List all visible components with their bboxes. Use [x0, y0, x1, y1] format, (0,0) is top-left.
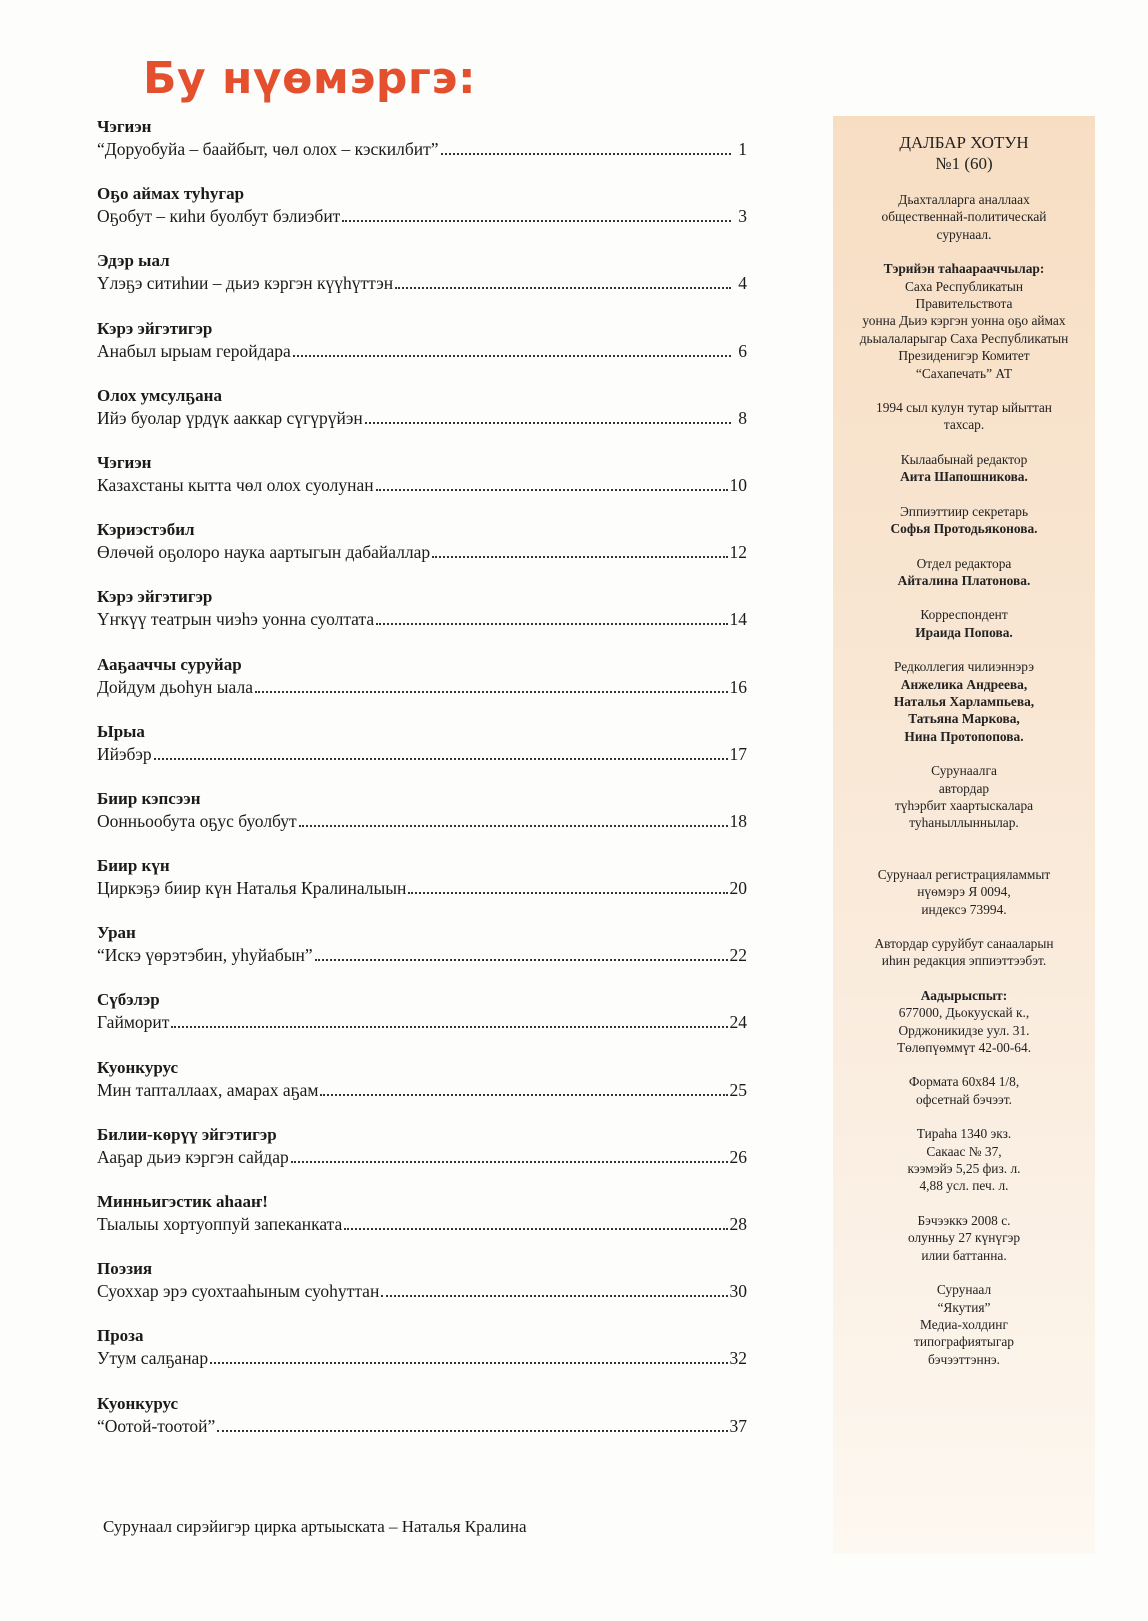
text-line: Саха Республикатын: [904, 278, 1024, 294]
founders-heading: Тэрийэн таһаарааччылар:: [883, 261, 1045, 277]
toc-section-heading: Билии-көрүү эйгэтигэр: [97, 1124, 277, 1144]
dot-leader: [376, 477, 728, 491]
text-line: туһаныллыннылар.: [909, 815, 1019, 831]
dot-leader: [255, 679, 728, 693]
toc-page-number: 16: [729, 676, 747, 697]
toc-section-heading: Кэрэ эйгэтигэр: [97, 587, 213, 607]
text-line: общественнай-политическай: [881, 209, 1047, 225]
text-line: илии баттанна.: [921, 1247, 1007, 1263]
text-line: индексэ 73994.: [921, 901, 1007, 917]
toc-item: [97, 540, 747, 564]
text-line: Татьяна Маркова,: [908, 711, 1020, 727]
correspondent-label: Корреспондент: [920, 607, 1008, 623]
text-line: Тираһа 1340 экз.: [916, 1126, 1012, 1142]
toc-page-number: 25: [729, 1079, 747, 1100]
disclaimer: [833, 935, 1095, 970]
dot-leader: [315, 947, 728, 961]
text-line: Сакаас № 37,: [926, 1143, 1002, 1159]
toc-section-heading: Минньигэстик аһааҥ!: [97, 1192, 268, 1211]
toc-page-number: 6: [738, 340, 747, 361]
toc-item: [97, 1414, 747, 1438]
toc-item: [97, 339, 747, 363]
dot-leader: [299, 813, 728, 827]
text-line: Орджоникидзе уул. 31.: [898, 1022, 1030, 1038]
text-line: Президенигэр Комитет: [898, 348, 1030, 364]
toc-item: [97, 1346, 747, 1370]
text-line: 4,88 усл. печ. л.: [919, 1178, 1009, 1194]
toc-entry: [97, 1124, 747, 1191]
board-label: Редколлегия чилиэннэрэ: [893, 659, 1035, 675]
dot-leader: [395, 275, 731, 289]
text-line: Дьахталларга аналлаах: [898, 192, 1030, 207]
toc-section-heading: Биир кэпсээн: [97, 788, 201, 808]
toc-section-heading: Оҕо аймах туһугар: [97, 184, 245, 204]
text-line: уонна Дьиэ кэргэн уонна оҕо аймах: [862, 313, 1066, 329]
toc-page-number: 1: [738, 139, 747, 159]
toc-item: [97, 675, 747, 699]
toc-item-title: Циркэҕэ биир күн Наталья Кралиналыын: [97, 878, 407, 899]
toc-entry: [97, 385, 747, 452]
address-heading: Аадырыспыт:: [920, 987, 1008, 1003]
toc-entry: [97, 1191, 747, 1258]
toc-section-heading: Эдэр ыал: [97, 251, 170, 271]
toc-item-title: Үлэҕэ ситиһии – дьиэ кэргэн күүһүттэн: [97, 273, 394, 294]
toc-item-title: Оҕобут – киһи буолбут бэлиэбит: [97, 206, 341, 227]
toc-item-title: “Оотой-тоотой”: [97, 1415, 216, 1436]
toc-entry: [97, 1325, 747, 1392]
toc-entry: [97, 452, 747, 519]
toc-page-number: 14: [729, 609, 747, 630]
text-line: түһэрбит хаартыскалара: [894, 797, 1034, 813]
toc-item-title: Мин тапталлаах, амарах аҕам: [97, 1079, 319, 1100]
toc-entry: [97, 721, 747, 788]
toc-section-heading: Чэгиэн: [97, 117, 152, 136]
toc-item-title: “Искэ үөрэтэбин, уһуйабын”: [97, 945, 313, 966]
table-of-contents: [97, 116, 747, 1460]
toc-section-heading: Уран: [97, 923, 136, 943]
toc-entry: [97, 1258, 747, 1325]
magazine-description: [833, 191, 1095, 243]
toc-page-number: 30: [729, 1281, 747, 1302]
toc-item-title: Ийэбэр: [97, 743, 152, 764]
toc-section-heading: Куонкурус: [97, 1057, 179, 1077]
text-line: Медиа-холдинг: [920, 1316, 1008, 1332]
text-line: Анжелика Андреева,: [900, 676, 1028, 692]
founders-list: [833, 278, 1095, 382]
toc-entry: [97, 1393, 747, 1460]
dot-leader: [154, 746, 728, 760]
toc-item-title: Гайморит: [97, 1012, 170, 1033]
dot-leader: [376, 611, 727, 625]
toc-page-number: 20: [729, 878, 747, 899]
toc-item: [97, 1145, 747, 1169]
dot-leader: [344, 1216, 727, 1230]
page-title: Бу нүөмэргэ:: [143, 53, 477, 105]
print-run-info: [833, 1125, 1095, 1195]
toc-item-title: Үҥкүү театрын чиэһэ уонна суолтата: [97, 609, 375, 630]
imprint-sidebar: [833, 116, 1095, 1554]
dot-leader: [217, 1418, 727, 1432]
text-line: тахсар.: [943, 417, 985, 433]
dot-leader: [342, 208, 731, 222]
toc-item: [97, 607, 747, 631]
publishing-since: [833, 399, 1095, 434]
toc-entry: [97, 855, 747, 922]
toc-entry: [97, 519, 747, 586]
text-line: Наталья Харлампьева,: [893, 693, 1035, 709]
toc-section-heading: Биир күн: [97, 856, 170, 876]
board-members: [833, 676, 1095, 746]
toc-item-title: Өлөчөй оҕолоро наука аартыгын дабайаллар: [97, 542, 431, 563]
toc-item: [97, 473, 747, 497]
toc-item-title: Казахстаны кытта чөл олох суолунан: [97, 474, 374, 495]
toc-item-title: Ааҕар дьиэ кэргэн сайдар: [97, 1146, 289, 1167]
toc-item-title: Ийэ буолар үрдүк ааккар сүгүрүйэн: [97, 407, 363, 428]
toc-page-number: 18: [729, 810, 747, 831]
text-line: дьыалаларыгар Саха Республикатын: [859, 330, 1069, 346]
registration-info: [833, 866, 1095, 918]
toc-entry: [97, 183, 747, 250]
toc-item-title: “Доруобуйа – баайбыт, чөл олох – кэскилбит”: [97, 139, 439, 159]
text-line: Автордар суруйбут санааларын: [874, 936, 1054, 951]
toc-item: [97, 1279, 747, 1303]
text-line: олунньу 27 күнүгэр: [907, 1230, 1021, 1246]
toc-item-title: Дойдум дьоһун ыала: [97, 676, 253, 697]
text-line: сурунаал.: [936, 226, 992, 242]
toc-page-number: 8: [738, 407, 747, 428]
toc-section-heading: Ырыа: [97, 721, 145, 741]
toc-item-title: Оонньообута оҕус буолбут: [97, 810, 297, 831]
dept-editor-name: Айталина Платонова.: [897, 572, 1031, 588]
printer-info: [833, 1281, 1095, 1368]
dot-leader: [432, 544, 727, 558]
toc-entry: [97, 1057, 747, 1124]
toc-item: [97, 137, 747, 161]
toc-item: [97, 809, 747, 833]
toc-page-number: 17: [729, 743, 747, 764]
text-line: нүөмэрэ Я 0094,: [917, 884, 1011, 900]
toc-page-number: 32: [729, 1348, 747, 1369]
toc-item: [97, 204, 747, 228]
issue-number: №1 (60): [935, 154, 993, 173]
toc-section-heading: Кэрэ эйгэтигэр: [97, 318, 213, 338]
toc-item: [97, 406, 747, 430]
text-line: автордар: [938, 780, 990, 796]
photo-credits: [833, 762, 1095, 832]
toc-section-heading: Чэгиэн: [97, 452, 152, 472]
text-line: кээмэйэ 5,25 физ. л.: [907, 1161, 1021, 1177]
toc-section-heading: Сүбэлэр: [97, 990, 160, 1010]
toc-page-number: 37: [729, 1415, 747, 1436]
dot-leader: [408, 880, 727, 894]
toc-section-heading: Куонкурус: [97, 1393, 179, 1413]
toc-page-number: 28: [729, 1214, 747, 1234]
text-line: иһин редакция эппиэттээбэт.: [881, 953, 1047, 969]
toc-page-number: 22: [729, 945, 747, 966]
toc-item-title: Тыалыы хортуоппуй запеканката: [97, 1214, 343, 1234]
text-line: бэчээттэннэ.: [927, 1351, 1000, 1367]
toc-entry: [97, 318, 747, 385]
toc-entry: [97, 788, 747, 855]
magazine-name: ДАЛБАР ХОТУН: [899, 133, 1029, 152]
toc-page-number: 24: [729, 1012, 747, 1033]
toc-entry: [97, 989, 747, 1056]
toc-entry: [97, 654, 747, 721]
toc-item: [97, 876, 747, 900]
toc-entry: [97, 250, 747, 317]
chief-editor-label: Кылаабынай редактор: [900, 451, 1028, 467]
toc-page-number: 26: [729, 1146, 747, 1167]
text-line: офсетнай бэчээт.: [916, 1091, 1012, 1107]
toc-page-number: 3: [738, 206, 747, 227]
toc-item: [97, 1078, 747, 1102]
toc-section-heading: Ааҕааччы суруйар: [97, 654, 242, 674]
dot-leader: [210, 1350, 727, 1364]
dot-leader: [293, 343, 731, 357]
cover-caption: Сурунаал сирэйигэр цирка артыыската – Наталья Кралина: [103, 1517, 527, 1536]
toc-page-number: 12: [729, 542, 747, 563]
toc-item-title: Анабыл ырыам геройдара: [97, 340, 291, 361]
toc-entry: [97, 116, 747, 183]
toc-entry: [97, 586, 747, 653]
toc-item: [97, 943, 747, 967]
chief-editor-name: Аита Шапошникова.: [900, 469, 1028, 485]
secretary-label: Эппиэттиир секретарь: [899, 503, 1029, 519]
dot-leader: [171, 1014, 727, 1028]
text-line: Правительствота: [915, 296, 1013, 312]
secretary-name: Софья Протодьяконова.: [890, 521, 1038, 537]
dot-leader: [320, 1082, 727, 1096]
address-lines: [833, 1004, 1095, 1056]
text-line: Сурунаал регистрацияламмыт: [877, 866, 1051, 882]
dot-leader: [381, 1283, 727, 1297]
text-line: типографиятыгар: [914, 1334, 1014, 1350]
text-line: Нина Протопопова.: [904, 728, 1024, 744]
text-line: 677000, Дьокуускай к.,: [898, 1005, 1030, 1021]
format-info: [833, 1073, 1095, 1108]
toc-item: [97, 271, 747, 295]
dept-editor-label: Отдел редактора: [916, 555, 1012, 571]
text-line: Бэчээккэ 2008 с.: [917, 1212, 1011, 1228]
text-line: Сурунаал: [936, 1282, 992, 1298]
text-line: Төлөпүөммүт 42-00-64.: [896, 1040, 1032, 1056]
toc-section-heading: Олох умсулҕана: [97, 385, 222, 405]
text-line: “Якутия”: [937, 1299, 991, 1315]
dot-leader: [441, 141, 731, 155]
toc-item: [97, 742, 747, 766]
correspondent-name: Ираида Попова.: [915, 624, 1013, 640]
toc-entry: [97, 922, 747, 989]
toc-page-number: 4: [738, 273, 747, 294]
text-line: Формата 60х84 1/8,: [908, 1074, 1020, 1090]
toc-page-number: 10: [729, 474, 747, 495]
dot-leader: [291, 1149, 728, 1163]
text-line: 1994 сыл кулун тутар ыйыттан: [876, 400, 1052, 416]
toc-section-heading: Поэзия: [97, 1259, 153, 1279]
dot-leader: [365, 410, 731, 424]
toc-item: [97, 1010, 747, 1034]
toc-item-title: Суоххар эрэ суохтааһыным суоһуттан: [97, 1281, 380, 1302]
signed-for-print: [833, 1212, 1095, 1264]
text-line: Сурунаалга: [931, 763, 997, 779]
toc-section-heading: Кэриэстэбил: [97, 520, 195, 540]
toc-section-heading: Проза: [97, 1326, 144, 1346]
toc-item-title: Утум салҕанар: [97, 1348, 209, 1369]
text-line: “Сахапечать” АТ: [915, 365, 1013, 381]
toc-item: [97, 1212, 747, 1236]
